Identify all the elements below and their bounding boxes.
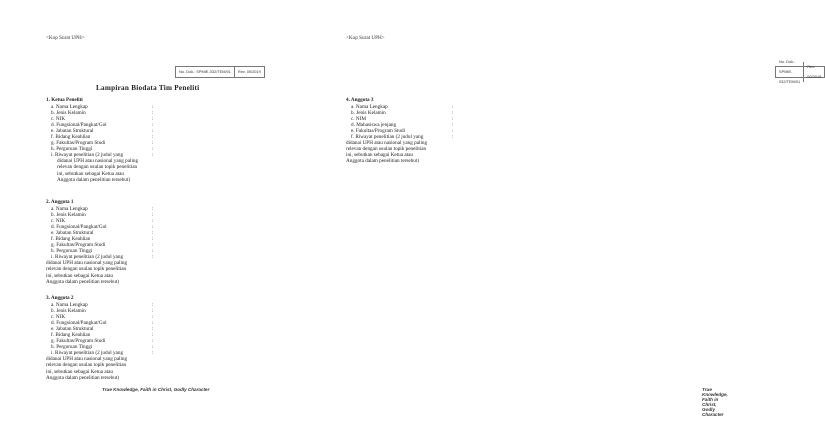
- field-colon: :: [152, 344, 154, 351]
- field-colon: :: [152, 350, 154, 357]
- field-note-line: ini, sebutkan sebagai Ketua atau: [46, 272, 113, 279]
- field-label: f. Riwayat penelitian (2 judul yang: [351, 133, 424, 140]
- section-heading: 2. Anggota 1: [46, 199, 74, 205]
- field-label: i. Riwayat penelitian (2 judul yang: [51, 152, 124, 159]
- page-title: Lampiran Biodata Tim Peneliti: [96, 84, 200, 92]
- section-anggota-2: [46, 295, 158, 381]
- field-colon: :: [152, 211, 154, 218]
- field-label: f. Bidang Keahlian: [51, 235, 91, 242]
- field-colon: :: [152, 133, 154, 140]
- field-note-line: didanai UPH atau nasional yang paling: [46, 356, 128, 363]
- section-heading: 4. Anggota 3: [346, 97, 374, 103]
- field-colon: :: [452, 127, 454, 134]
- field-label: d. Fungsional/Pangkat/Gol: [51, 121, 107, 128]
- field-label: h. Perguruan Tinggi: [51, 248, 93, 255]
- field-colon: :: [152, 301, 154, 308]
- section-anggota-3: [346, 97, 458, 164]
- field-label: a. Nama Lengkap: [51, 205, 88, 212]
- field-label: d. Mahasiswa jenjang: [351, 121, 397, 128]
- field-label: d. Fungsional/Pangkat/Gol: [51, 319, 107, 326]
- field-note-line: didanai UPH atau nasional yang paling: [46, 260, 128, 267]
- field-note-line: ini, sebutkan sebagai Ketua atau: [346, 152, 413, 159]
- field-colon: :: [152, 103, 154, 110]
- field-colon: :: [452, 133, 454, 140]
- field-note-line: relevan dengan usulan topik penelitian: [346, 146, 427, 153]
- field-colon: :: [152, 325, 154, 332]
- field-colon: :: [152, 205, 154, 212]
- field-label: b. Jenis Kelamin: [51, 109, 86, 116]
- field-note-line: relevan dengan usulan topik penelitian: [57, 164, 138, 171]
- document-number: No. Dok.: SPMIE-032/TEM/01: [179, 69, 231, 74]
- field-colon: :: [152, 254, 154, 261]
- section-heading: 1. Ketua Peneliti: [46, 97, 83, 103]
- field-colon: :: [152, 338, 154, 345]
- field-colon: :: [152, 127, 154, 134]
- field-note-line: ini, sebutkan sebagai Ketua atau: [57, 170, 124, 177]
- field-label: e. Jabatan Struktural: [51, 325, 94, 332]
- field-note-line: didanai UPH atau nasional yang paling: [57, 158, 139, 165]
- field-note-line: Anggota dalam penelitian tersebut): [46, 278, 120, 285]
- field-label: f. Bidang Keahlian: [51, 133, 91, 140]
- field-note-line: relevan dengan usulan topik penelitian: [46, 266, 127, 273]
- field-label: e. Jabatan Struktural: [51, 127, 94, 134]
- field-label: c. NIK: [51, 115, 66, 122]
- field-note-line: Anggota dalam penelitian tersebut): [46, 374, 120, 381]
- field-label: b. Jenis Kelamin: [51, 307, 86, 314]
- field-label: b. Jenis Kelamin: [51, 211, 86, 218]
- document-number: No. Dok.: SPMIE-032/TEM/01: [779, 59, 801, 84]
- section-anggota-1: [46, 199, 158, 285]
- letterhead-placeholder: <Kop Surat UPH>: [46, 35, 85, 41]
- field-label: f. Bidang Keahlian: [51, 331, 91, 338]
- document-number-box: [775, 59, 825, 84]
- section-ketua-peneliti: [46, 97, 158, 183]
- footer-motto: True Knowledge, Faith in Christ, Godly Character: [102, 387, 210, 392]
- field-colon: :: [152, 146, 154, 153]
- field-colon: :: [152, 217, 154, 224]
- field-label: i. Riwayat penelitian (2 judul yang: [51, 254, 124, 261]
- field-label: g. Fakultas/Program Studi: [51, 140, 106, 147]
- field-label: a. Nama Lengkap: [51, 103, 88, 110]
- field-colon: :: [152, 313, 154, 320]
- field-label: c. NIK: [51, 313, 66, 320]
- field-colon: :: [152, 223, 154, 230]
- field-note-line: relevan dengan usulan topik penelitian: [46, 362, 127, 369]
- field-colon: :: [152, 242, 154, 249]
- field-colon: :: [152, 152, 154, 159]
- field-colon: :: [452, 115, 454, 122]
- field-colon: :: [152, 307, 154, 314]
- field-label: g. Fakultas/Program Studi: [51, 338, 106, 345]
- field-colon: :: [152, 121, 154, 128]
- revision-number: Rev. 00/2019: [234, 67, 264, 77]
- section-heading: 3. Anggota 2: [46, 295, 74, 301]
- field-label: i. Riwayat penelitian (2 judul yang: [51, 350, 124, 357]
- field-label: e. Jabatan Struktural: [51, 229, 94, 236]
- field-colon: :: [452, 109, 454, 116]
- field-label: d. Fungsional/Pangkat/Gol: [51, 223, 107, 230]
- field-note-line: Anggota dalam penelitian tersebut): [346, 158, 420, 165]
- field-note-line: didanai UPH atau nasional yang paling: [346, 140, 428, 147]
- field-colon: :: [452, 121, 454, 128]
- field-colon: :: [452, 103, 454, 110]
- field-label: h. Perguruan Tinggi: [51, 146, 93, 153]
- field-label: g. Fakultas/Program Studi: [51, 242, 106, 249]
- page-right: [300, 0, 822, 424]
- field-colon: :: [152, 115, 154, 122]
- field-label: h. Perguruan Tinggi: [51, 344, 93, 351]
- field-label: b. Jenis Kelamin: [351, 109, 386, 116]
- field-label: e. Fakultas/Program Studi: [351, 127, 406, 134]
- field-label: a. Nama Lengkap: [51, 301, 88, 308]
- page-left: [0, 0, 300, 424]
- field-colon: :: [152, 229, 154, 236]
- revision-number: Rev. 00/2019: [803, 62, 824, 82]
- field-colon: :: [152, 235, 154, 242]
- document-number-box: [175, 66, 265, 78]
- field-colon: :: [152, 331, 154, 338]
- field-colon: :: [152, 109, 154, 116]
- field-colon: :: [152, 140, 154, 147]
- field-note-line: Anggota dalam penelitian tersebut): [57, 176, 131, 183]
- field-colon: :: [152, 248, 154, 255]
- field-colon: :: [152, 319, 154, 326]
- letterhead-placeholder: <Kop Surat UPH>: [346, 35, 385, 41]
- field-label: c. NIM: [351, 115, 366, 122]
- field-label: c. NIK: [51, 217, 66, 224]
- field-note-line: ini, sebutkan sebagai Ketua atau: [46, 368, 113, 375]
- footer-motto: True Knowledge, Faith in Christ, Godly Character: [702, 387, 728, 417]
- field-label: a. Nama Lengkap: [351, 103, 388, 110]
